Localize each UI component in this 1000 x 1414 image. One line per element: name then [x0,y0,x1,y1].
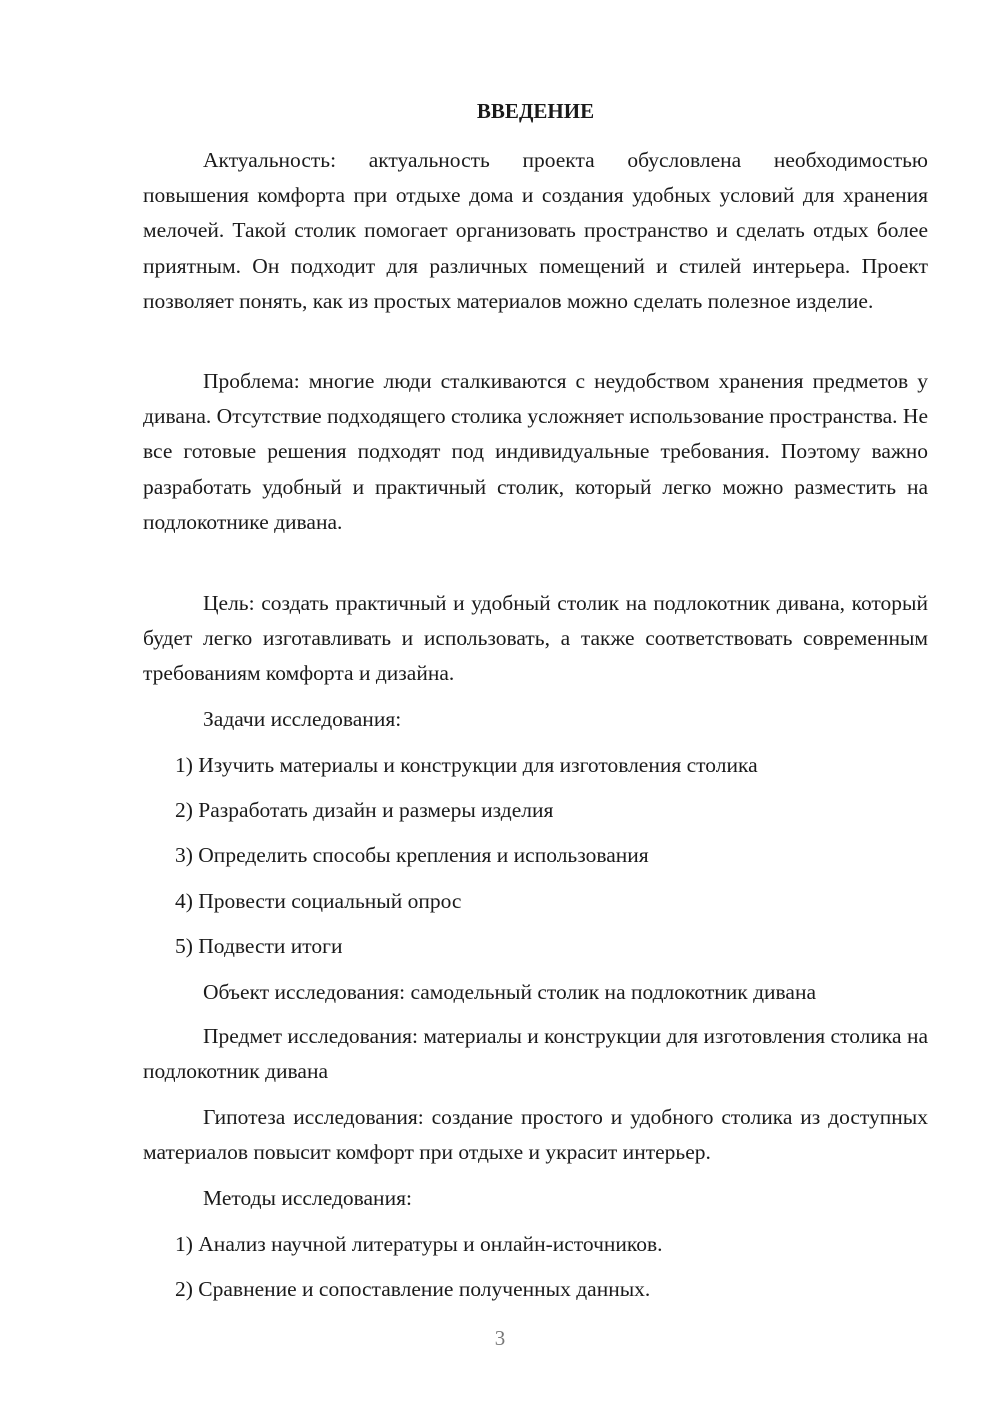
goal-paragraph: Цель: создать практичный и удобный столик на подлокотник дивана, который будет легко изготавливать и использовать, а также соответствовать современным требованиям комфорта и дизайна. [143,591,928,686]
methods-heading: Методы исследования: [203,1186,412,1210]
hypothesis-paragraph: Гипотеза исследования: создание простого и удобного столика из доступных материалов повысит комфорт при отдыхе и украсит интерьер. [143,1105,928,1165]
subject-paragraph: Предмет исследования: материалы и конструкции для изготовления столика на подлокотник дивана [143,1024,928,1084]
tasks-heading: Задачи исследования: [203,707,402,731]
method-item: 2) Сравнение и сопоставление полученных данных. [175,1277,651,1301]
task-item: 2) Разработать дизайн и размеры изделия [175,798,554,822]
object-statement: Объект исследования: самодельный столик на подлокотник дивана [203,980,816,1004]
page-number: 3 [494,1326,506,1350]
method-item: 1) Анализ научной литературы и онлайн-источников. [175,1232,663,1256]
relevance-paragraph: Актуальность: актуальность проекта обусловлена необходимостью повышения комфорта при отдыхе дома и создания удобных условий для хранения мелочей. Такой столик помогает организовать пространство и сделать отдых более приятным. Он подходит для различных помещений и стилей интерьера. Проект позволяет понять, как из простых материалов можно сделать полезное изделие. [143,148,928,313]
problem-paragraph: Проблема: многие люди сталкиваются с неудобством хранения предметов у дивана. Отсутствие подходящего столика усложняет использование пространства. Не все готовые решения подходят под индивидуальные требования. Поэтому важно разработать удобный и практичный столик, который легко можно разместить на подлокотнике дивана. [143,369,928,534]
task-item: 4) Провести социальный опрос [175,889,462,913]
task-item: 5) Подвести итоги [175,934,343,958]
task-item: 1) Изучить материалы и конструкции для изготовления столика [175,753,758,777]
task-item: 3) Определить способы крепления и использования [175,843,649,867]
section-title: ВВЕДЕНИЕ [476,99,595,123]
